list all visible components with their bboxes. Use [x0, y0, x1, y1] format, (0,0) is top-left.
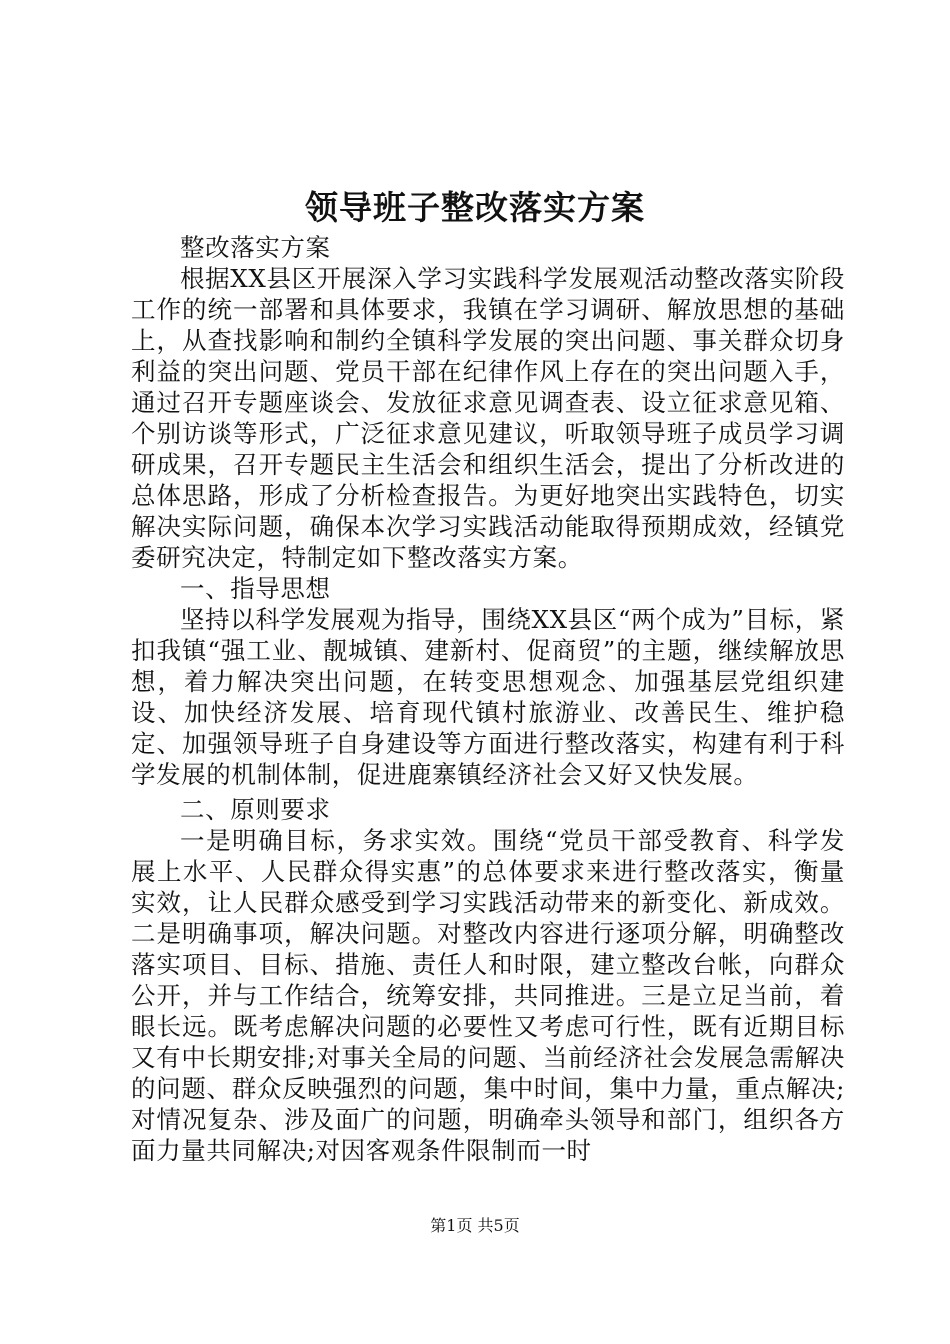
page-number-footer: 第1页 共5页 [430, 1216, 520, 1235]
document-title: 领导班子整改落实方案 [305, 188, 645, 227]
section-heading-plan: 整改落实方案 [180, 233, 331, 262]
section-heading-guiding-thought: 一、指导思想 [180, 574, 331, 603]
intro-paragraph: 根据XX县区开展深入学习实践科学发展观活动整改落实阶段工作的统一部署和具体要求，我镇在学习调研、解放思想的基础上，从查找影响和制约全镇科学发展的突出问题、事关群众切身利益的突出问题、党员干部在纪律作风上存在的突出问题入手，通过召开专题座谈会、发放征求意见调查表、设立征求意见箱、个别访谈等形式，广泛征求意见建议，听取领导班子成员学习调研成果，召开专题民主生活会和组织生活会，提出了分析改进的总体思路，形成了分析检查报告。为更好地突出实践特色，切实解决实际问题，确保本次学习实践活动能取得预期成效，经镇党委研究决定，特制定如下整改落实方案。 [131, 264, 845, 572]
principles-paragraph: 一是明确目标，务求实效。围绕“党员干部受教育、科学发展上水平、人民群众得实惠”的总体要求来进行整改落实，衡量实效，让人民群众感受到学习实践活动带来的新变化、新成效。二是明确事项，解决问题。对整改内容进行逐项分解，明确整改落实项目、目标、措施、责任人和时限，建立整改台帐，向群众公开，并与工作结合，统筹安排，共同推进。三是立足当前，着眼长远。既考虑解决问题的必要性又考虑可行性，既有近期目标又有中长期安排;对事关全局的问题、当前经济社会发展急需解决的问题、群众反映强烈的问题，集中时间，集中力量，重点解决;对情况复杂、涉及面广的问题，明确牵头领导和部门，组织各方面力量共同解决;对因客观条件限制而一时 [131, 826, 845, 1165]
section-heading-principles: 二、原则要求 [180, 795, 331, 824]
guiding-thought-paragraph: 坚持以科学发展观为指导，围绕XX县区“两个成为”目标，紧扣我镇“强工业、靓城镇、建新村、促商贸”的主题，继续解放思想，着力解决突出问题，在转变思想观念、加强基层党组织建设、加快经济发展、培育现代镇村旅游业、改善民生、维护稳定、加强领导班子自身建设等方面进行整改落实，构建有利于科学发展的机制体制，促进鹿寨镇经济社会又好又快发展。 [131, 605, 845, 789]
document-body [131, 232, 845, 1166]
